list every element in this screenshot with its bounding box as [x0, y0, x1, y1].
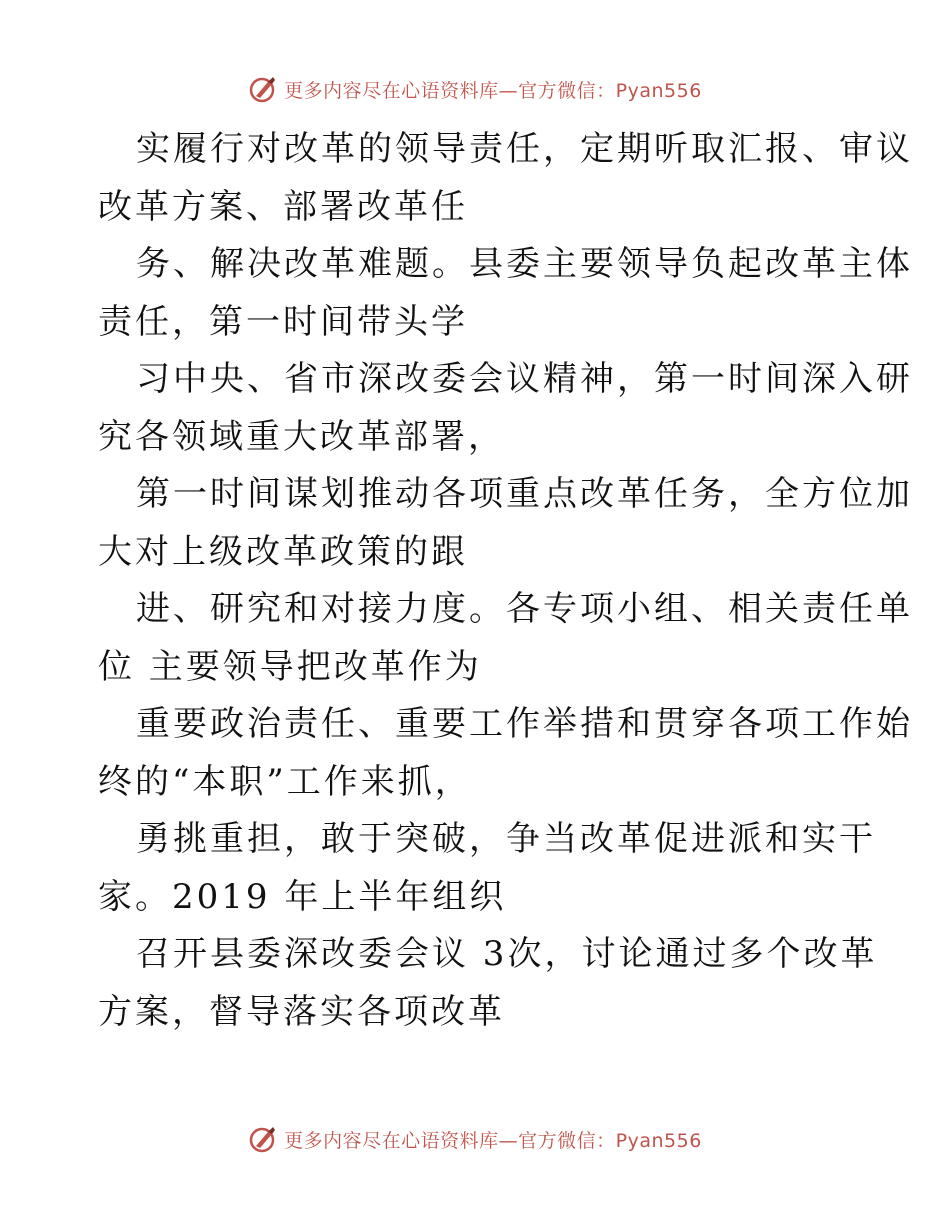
body-line: 终的“本职”工作来抓， [98, 761, 472, 802]
pen-nib-logo-icon [248, 1124, 278, 1154]
body-line: 改革方案、部署改革任 [98, 186, 468, 227]
body-line: 务、解决改革难题。县委主要领导负起改革主体 [136, 244, 913, 284]
body-line: 勇挑重担，敢于突破，争当改革促进派和实干 [136, 819, 876, 859]
body-line: 方案，督导落实各项改革 [98, 991, 505, 1032]
body-line: 召开县委深改委会议 3次，讨论通过多个改革 [136, 934, 878, 974]
footer-banner [0, 1122, 950, 1156]
body-line: 进、研究和对接力度。各专项小组、相关责任单 [136, 589, 913, 629]
pen-nib-logo-icon [248, 74, 278, 104]
document-body [98, 121, 913, 1041]
body-line: 家。2019 年上半年组织 [98, 876, 507, 917]
body-line: 实履行对改革的领导责任，定期听取汇报、审议 [136, 129, 913, 169]
body-line: 大对上级改革政策的跟 [98, 531, 468, 572]
header-banner-text: 更多内容尽在心语资料库—官方微信：Pyan556 [284, 79, 702, 102]
body-line: 重要政治责任、重要工作举措和贯穿各项工作始 [136, 704, 913, 744]
body-line: 责任，第一时间带头学 [98, 301, 468, 342]
body-line: 第一时间谋划推动各项重点改革任务，全方位加 [136, 474, 913, 514]
body-line: 位 主要领导把改革作为 [98, 646, 482, 687]
footer-banner-text: 更多内容尽在心语资料库—官方微信：Pyan556 [284, 1129, 702, 1152]
body-line: 究各领域重大改革部署， [98, 416, 505, 457]
header-banner [0, 72, 950, 106]
body-line: 习中央、省市深改委会议精神，第一时间深入研 [136, 359, 913, 399]
